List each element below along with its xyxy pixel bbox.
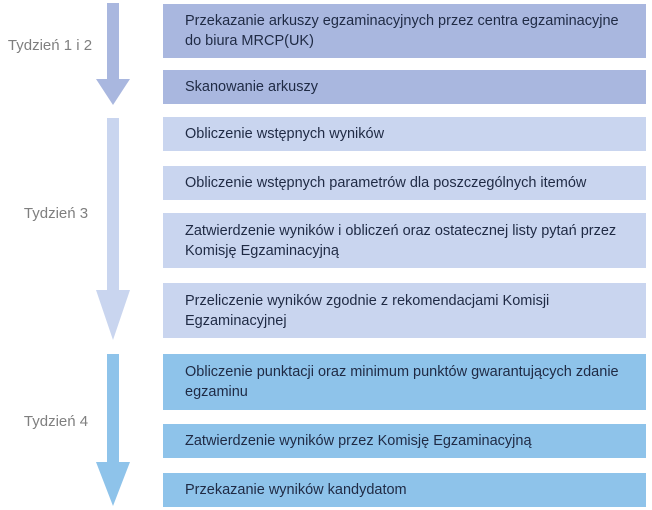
week-label-4: Tydzień 4	[23, 413, 89, 430]
step-scanning	[163, 70, 646, 104]
week-label-1-2: Tydzień 1 i 2	[7, 37, 93, 54]
step-text: Obliczenie wstępnych parametrów dla poszczególnych itemów	[185, 175, 587, 191]
step-preliminary-results	[163, 117, 646, 151]
step-text: Zatwierdzenie wyników i obliczeń oraz ostatecznej listy pytań przez Komisję Egzaminacyjną	[185, 222, 617, 259]
step-text: Przeliczenie wyników zgodnie z rekomendacjami Komisji Egzaminacyjnej	[185, 292, 550, 329]
week-label-3: Tydzień 3	[23, 205, 89, 222]
step-text: Przekazanie wyników kandydatom	[185, 482, 407, 498]
step-item-parameters	[163, 166, 646, 200]
step-scoring-pass-mark	[163, 354, 646, 410]
step-text: Przekazanie arkuszy egzaminacyjnych przez centra egzaminacyjne do biura MRCP(UK)	[185, 13, 619, 49]
step-approval-question-list	[163, 213, 646, 268]
week-1-2-arrow	[96, 3, 130, 105]
step-text: Skanowanie arkuszy	[185, 79, 318, 95]
step-transfer-sheets	[163, 4, 646, 58]
step-text: Obliczenie punktacji oraz minimum punktów gwarantujących zdanie egzaminu	[185, 364, 619, 400]
step-results-to-candidates	[163, 473, 646, 507]
week-4-arrow	[96, 354, 130, 506]
step-results-approval	[163, 424, 646, 458]
week-3-arrow	[96, 118, 130, 340]
step-recalculation	[163, 283, 646, 338]
step-text: Obliczenie wstępnych wyników	[185, 126, 385, 142]
step-text: Zatwierdzenie wyników przez Komisję Egzaminacyjną	[185, 433, 532, 449]
